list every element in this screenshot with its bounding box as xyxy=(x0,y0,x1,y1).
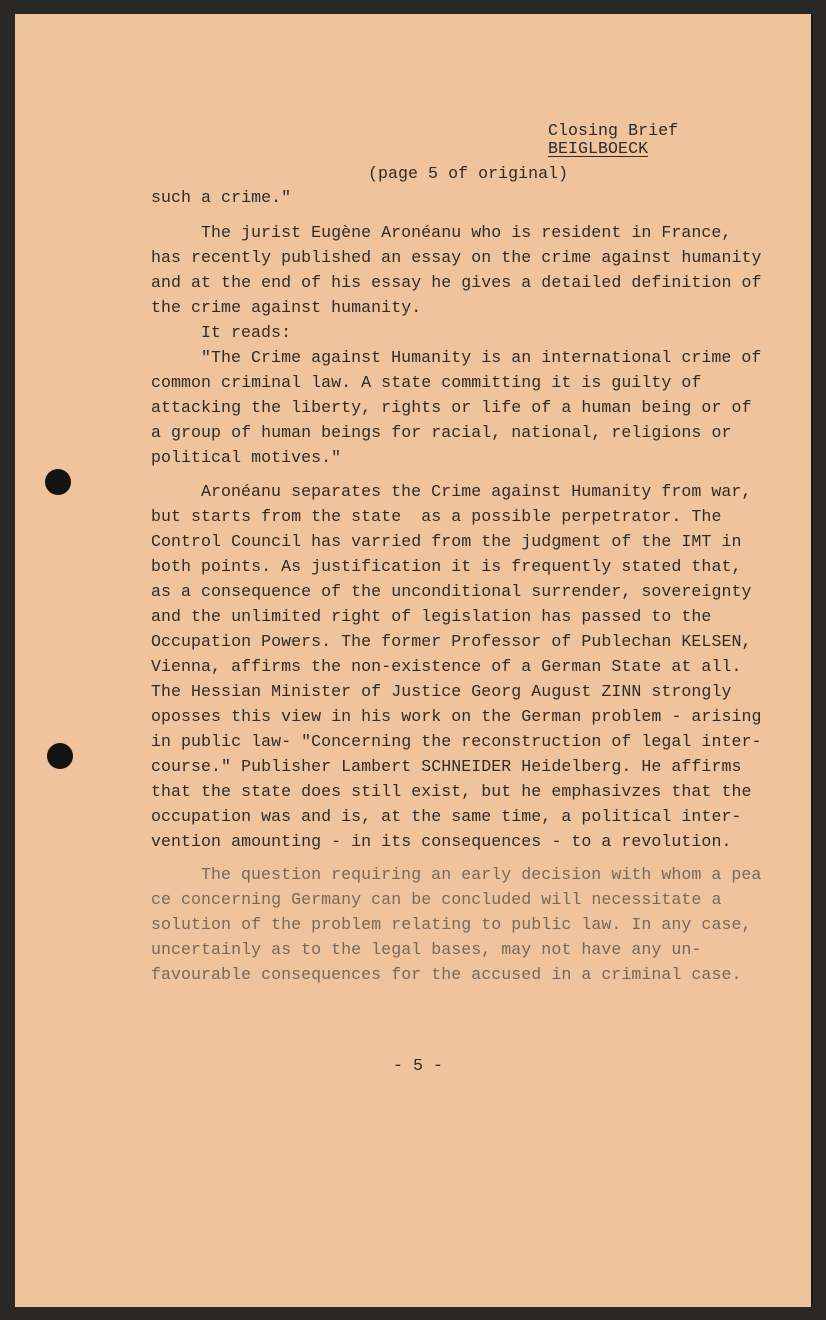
text-line: a group of human beings for racial, national, religions or xyxy=(151,423,732,442)
text-line: political motives." xyxy=(151,448,342,467)
text-line: solution of the problem relating to public law. In any case, xyxy=(151,915,752,934)
text-line: uncertainly as to the legal bases, may not have any un- xyxy=(151,940,702,959)
text-line: such a crime." xyxy=(151,188,292,207)
text-line: attacking the liberty, rights or life of a human being or of xyxy=(151,398,752,417)
text-line: has recently published an essay on the crime against humanity xyxy=(151,248,762,267)
text-line: vention amounting - in its consequences - to a revolution. xyxy=(151,832,732,851)
punch-hole xyxy=(45,469,71,495)
text-line: course." Publisher Lambert SCHNEIDER Heidelberg. He affirms xyxy=(151,757,742,776)
text-line: Occupation Powers. The former Professor of Publechan KELSEN, xyxy=(151,632,752,651)
text-line: Aronéanu separates the Crime against Humanity from war, xyxy=(201,482,752,501)
text-line: as a consequence of the unconditional surrender, sovereignty xyxy=(151,582,752,601)
page-reference: (page 5 of original) xyxy=(368,164,569,183)
text-line: The Hessian Minister of Justice Georg August ZINN strongly xyxy=(151,682,732,701)
text-line: both points. As justification it is frequently stated that, xyxy=(151,557,742,576)
text-line: that the state does still exist, but he emphasivzes that the xyxy=(151,782,752,801)
text-line: common criminal law. A state committing it is guilty of xyxy=(151,373,702,392)
text-line: The jurist Eugène Aronéanu who is resident in France, xyxy=(201,223,732,242)
text-line: Vienna, affirms the non-existence of a German State at all. xyxy=(151,657,742,676)
text-line: the crime against humanity. xyxy=(151,298,422,317)
text-line: but starts from the state as a possible perpetrator. The xyxy=(151,507,722,526)
text-line: "The Crime against Humanity is an international crime of xyxy=(201,348,762,367)
text-line: in public law- "Concerning the reconstruction of legal inter- xyxy=(151,732,762,751)
text-line: favourable consequences for the accused in a criminal case. xyxy=(151,965,742,984)
text-line: and at the end of his essay he gives a detailed definition of xyxy=(151,273,762,292)
text-line: It reads: xyxy=(201,323,292,342)
text-line: Control Council has varried from the judgment of the IMT in xyxy=(151,532,742,551)
text-line: and the unlimited right of legislation has passed to the xyxy=(151,607,712,626)
text-line: The question requiring an early decision with whom a pea xyxy=(201,865,762,884)
punch-hole xyxy=(47,743,73,769)
text-line: ce concerning Germany can be concluded will necessitate a xyxy=(151,890,722,909)
defendant-name: BEIGLBOECK xyxy=(548,139,649,158)
text-line: occupation was and is, at the same time, a political inter- xyxy=(151,807,742,826)
text-line: oposses this view in his work on the German problem - arising xyxy=(151,707,762,726)
brief-title: Closing Brief xyxy=(548,121,679,140)
page-number: - 5 - xyxy=(393,1056,444,1075)
